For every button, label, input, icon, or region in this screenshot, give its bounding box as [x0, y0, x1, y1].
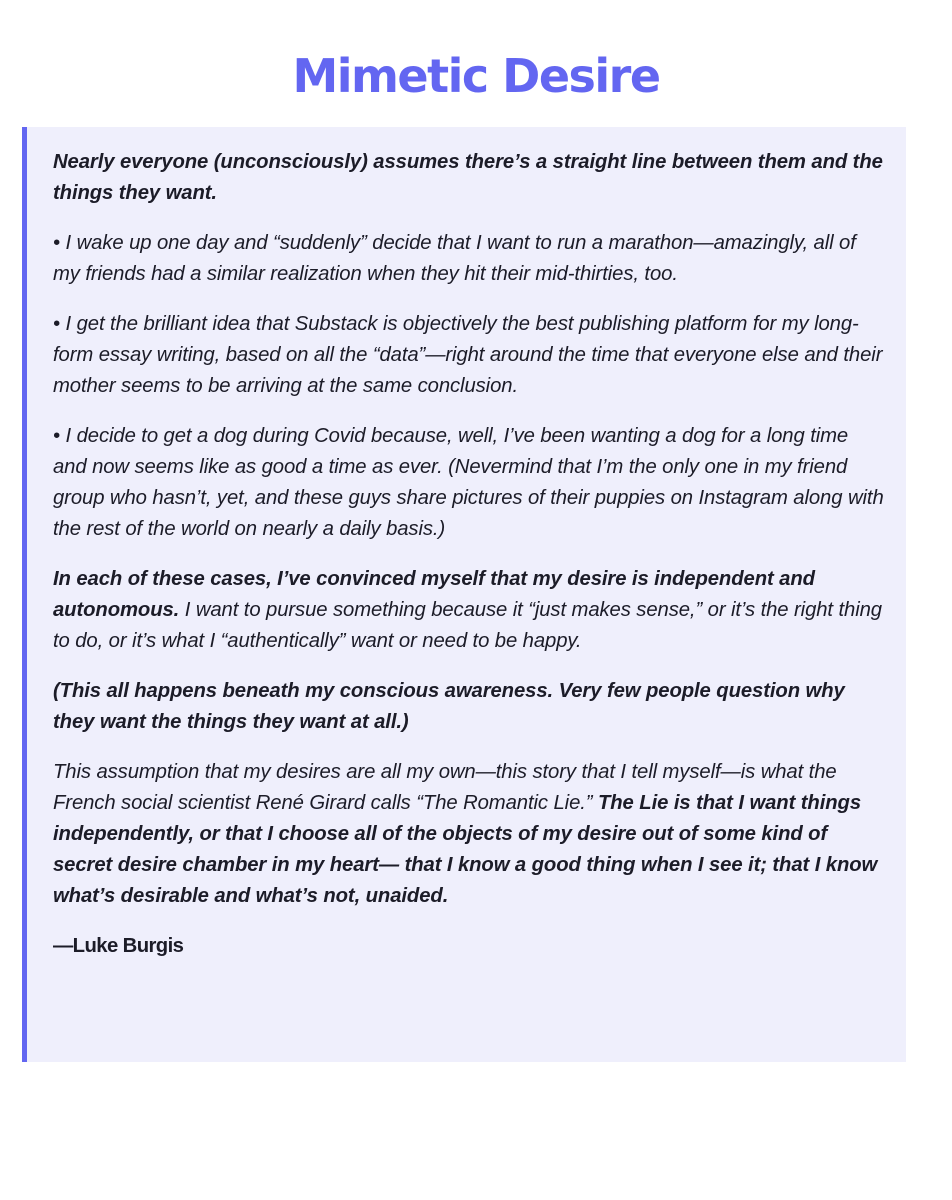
quote-cases-rest: I want to pursue something because it “just makes sense,” or it’s the right thing to do, or it’s what I “authentically” want or need to be happy. [53, 599, 882, 652]
quote-romantic-lie-bold: The Lie is that I want things independently, or that I choose all of the objects of my desire out of some kind of secret desire chamber in my heart— that I know a good thing when I see it; that I know what’s desirable and what’s not, unaided. [53, 792, 878, 907]
page-title: Mimetic Desire [292, 49, 660, 103]
quote-bullet-marathon: • I wake up one day and “suddenly” decide that I want to run a marathon—amazingly, all of my friends had a similar realization when they hit their mid-thirties, too. [53, 232, 856, 285]
quote-paragraph-cases [53, 564, 884, 657]
quote-romantic-lie-plain: This assumption that my desires are all my own—this story that I tell myself—is what the French social scientist René Girard calls “The Romantic Lie.” [53, 761, 837, 814]
quote-paragraph-intro: Nearly everyone (unconsciously) assumes there’s a straight line between them and the things they want. [53, 151, 883, 204]
quote-bullet-substack: • I get the brilliant idea that Substack is objectively the best publishing platform for my long-form essay writing, based on all the “data”—right around the time that everyone else and their mother seems to be arriving at the same conclusion. [53, 313, 883, 397]
quote-cases-bold: In each of these cases, I’ve convinced myself that my desire is independent and autonomous. [53, 568, 815, 621]
quote-paragraph-romantic-lie [53, 757, 884, 912]
quote-attribution: —Luke Burgis [53, 935, 184, 957]
quote-bullet-dog: • I decide to get a dog during Covid because, well, I’ve been wanting a dog for a long time and now seems like as good a time as ever. (Nevermind that I’m the only one in my friend group who hasn’t, yet, and these guys share pictures of their puppies on Instagram along with the rest of the world on nearly a daily basis.) [53, 425, 884, 540]
blockquote [22, 127, 906, 1062]
quote-paragraph-awareness: (This all happens beneath my conscious awareness. Very few people question why they want the things they want at all.) [53, 680, 845, 733]
